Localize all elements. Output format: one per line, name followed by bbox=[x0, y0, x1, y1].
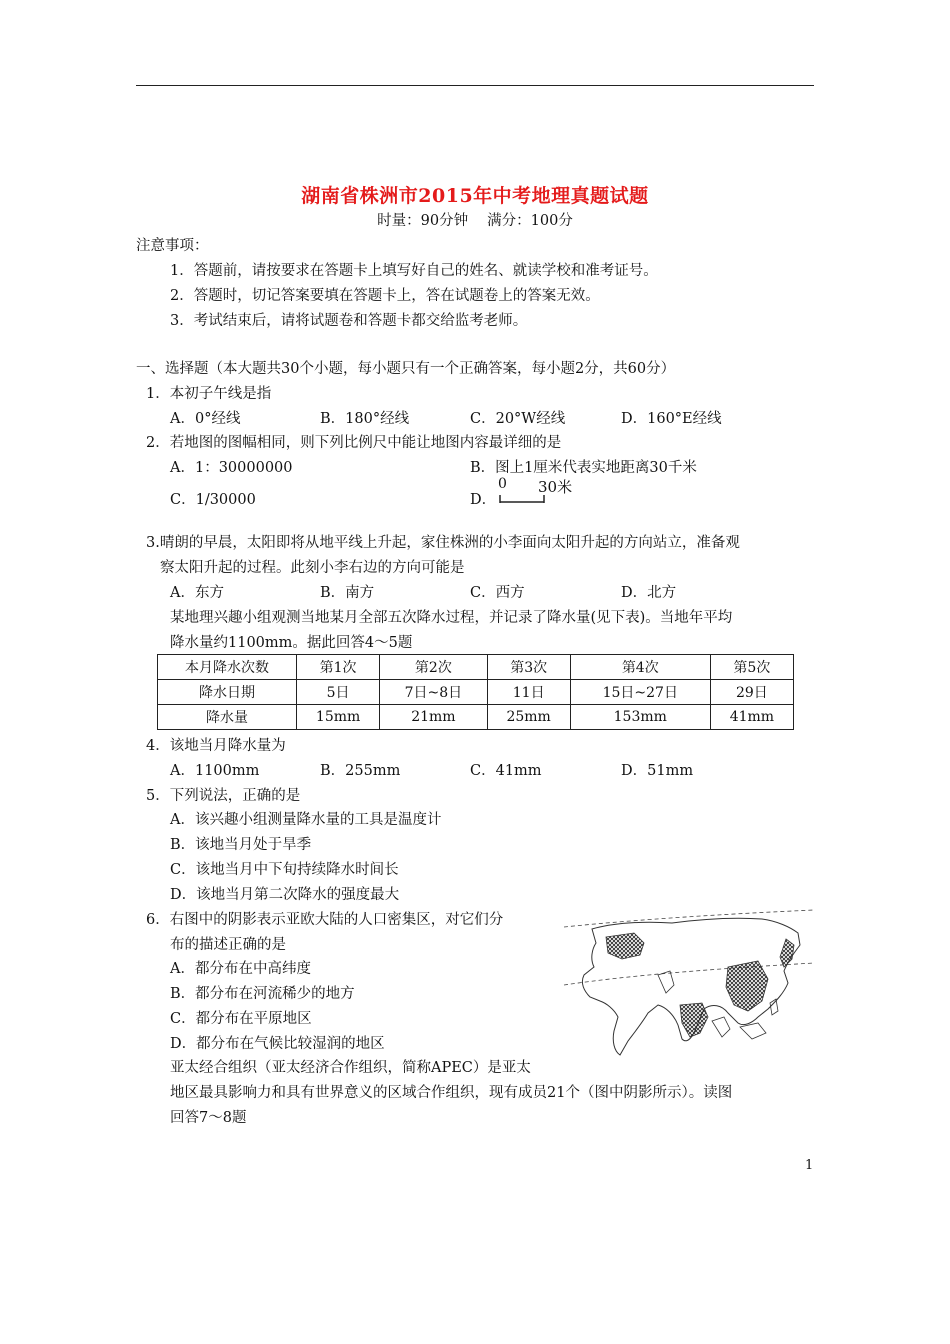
table-cell: 第4次 bbox=[570, 655, 710, 680]
option: C．20°W经线 bbox=[470, 411, 566, 427]
table-cell: 25mm bbox=[487, 705, 570, 730]
question-stem: 5．下列说法，正确的是 bbox=[146, 788, 301, 804]
table-cell: 降水日期 bbox=[158, 680, 297, 705]
option: B．180°经线 bbox=[320, 411, 410, 427]
table-cell: 第2次 bbox=[380, 655, 487, 680]
option: C．1/30000 bbox=[170, 492, 256, 508]
option: D．该地当月第二次降水的强度最大 bbox=[170, 887, 400, 903]
option: A．都分布在中高纬度 bbox=[170, 961, 311, 977]
scale-bar-label: 30米 bbox=[538, 478, 573, 496]
page-title: 湖南省株洲市2015年中考地理真题试题 bbox=[301, 185, 649, 207]
option: D． bbox=[470, 492, 497, 508]
option: B．南方 bbox=[320, 585, 375, 601]
table-cell: 第1次 bbox=[297, 655, 380, 680]
table-cell: 11日 bbox=[487, 680, 570, 705]
map-figure bbox=[562, 905, 816, 1063]
table-cell: 15日~27日 bbox=[570, 680, 710, 705]
option: B．该地当月处于旱季 bbox=[170, 837, 312, 853]
option: D．北方 bbox=[621, 585, 677, 601]
option: A．该兴趣小组测量降水量的工具是温度计 bbox=[170, 812, 442, 828]
scale-bar bbox=[496, 476, 578, 506]
question-stem: 1．本初子午线是指 bbox=[146, 386, 272, 402]
scale-bar-line bbox=[496, 476, 578, 506]
passage: 亚太经合组织（亚太经济合作组织，简称APEC）是亚太 bbox=[170, 1060, 531, 1076]
table-cell: 5日 bbox=[297, 680, 380, 705]
question-stem: 2．若地图的图幅相同，则下列比例尺中能让地图内容最详细的是 bbox=[146, 435, 562, 451]
option: A．0°经线 bbox=[170, 411, 241, 427]
table-cell: 7日~8日 bbox=[380, 680, 487, 705]
passage: 回答7～8题 bbox=[170, 1110, 247, 1126]
question-stem: 6．右图中的阴影表示亚欧大陆的人口密集区，对它们分 bbox=[146, 912, 504, 928]
header-rule bbox=[136, 85, 814, 86]
notice-heading: 注意事项： bbox=[136, 238, 209, 254]
table-row bbox=[158, 655, 794, 680]
option: C．41mm bbox=[470, 763, 542, 779]
question-stem: 4．该地当月降水量为 bbox=[146, 738, 286, 754]
table-cell: 15mm bbox=[297, 705, 380, 730]
table-cell: 41mm bbox=[710, 705, 793, 730]
passage: 降水量约1100mm。据此回答4～5题 bbox=[170, 635, 413, 651]
option: D．51mm bbox=[621, 763, 694, 779]
table-cell: 第5次 bbox=[710, 655, 793, 680]
table-cell: 153mm bbox=[570, 705, 710, 730]
page-number: 1 bbox=[805, 1158, 814, 1173]
section-heading: 一、选择题（本大题共30个小题，每小题只有一个正确答案，每小题2分，共60分） bbox=[136, 361, 676, 377]
table-cell: 本月降水次数 bbox=[158, 655, 297, 680]
table-cell: 29日 bbox=[710, 680, 793, 705]
option: D．都分布在气候比较湿润的地区 bbox=[170, 1036, 385, 1052]
option: C．都分布在平原地区 bbox=[170, 1011, 312, 1027]
option: A．1100mm bbox=[170, 763, 260, 779]
passage: 地区最具影响力和具有世界意义的区域合作组织，现有成员21个（图中阴影所示）。读图 bbox=[170, 1085, 733, 1101]
exam-info: 时量：90分钟 满分：100分 bbox=[377, 213, 573, 229]
question-stem: 布的描述正确的是 bbox=[170, 937, 286, 953]
notice-item: 3．考试结束后，请将试题卷和答题卡都交给监考老师。 bbox=[170, 313, 528, 329]
option: A．东方 bbox=[170, 585, 224, 601]
option: C．该地当月中下旬持续降水时间长 bbox=[170, 862, 399, 878]
option: B．255mm bbox=[320, 763, 401, 779]
table-row bbox=[158, 680, 794, 705]
notice-item: 2．答题时，切记答案要填在答题卡上，答在试题卷上的答案无效。 bbox=[170, 288, 600, 304]
option: C．西方 bbox=[470, 585, 525, 601]
eurasia-population-map bbox=[562, 905, 816, 1063]
table-row bbox=[158, 705, 794, 730]
table-cell: 第3次 bbox=[487, 655, 570, 680]
option: B．都分布在河流稀少的地方 bbox=[170, 986, 355, 1002]
scale-bar-zero: 0 bbox=[498, 476, 507, 492]
question-stem: 3.晴朗的早晨，太阳即将从地平线上升起，家住株洲的小李面向太阳升起的方向站立，准备观 bbox=[146, 535, 740, 551]
question-stem: 察太阳升起的过程。此刻小李右边的方向可能是 bbox=[160, 560, 465, 576]
notice-item: 1．答题前，请按要求在答题卡上填写好自己的姓名、就读学校和准考证号。 bbox=[170, 263, 658, 279]
table-cell: 降水量 bbox=[158, 705, 297, 730]
table-cell: 21mm bbox=[380, 705, 487, 730]
passage: 某地理兴趣小组观测当地某月全部五次降水过程，并记录了降水量(见下表)。当地年平均 bbox=[170, 610, 733, 626]
option: D．160°E经线 bbox=[621, 411, 722, 427]
option: B．图上1厘米代表实地距离30千米 bbox=[470, 460, 697, 476]
rainfall-table bbox=[157, 654, 794, 730]
option: A．1：30000000 bbox=[170, 460, 293, 476]
